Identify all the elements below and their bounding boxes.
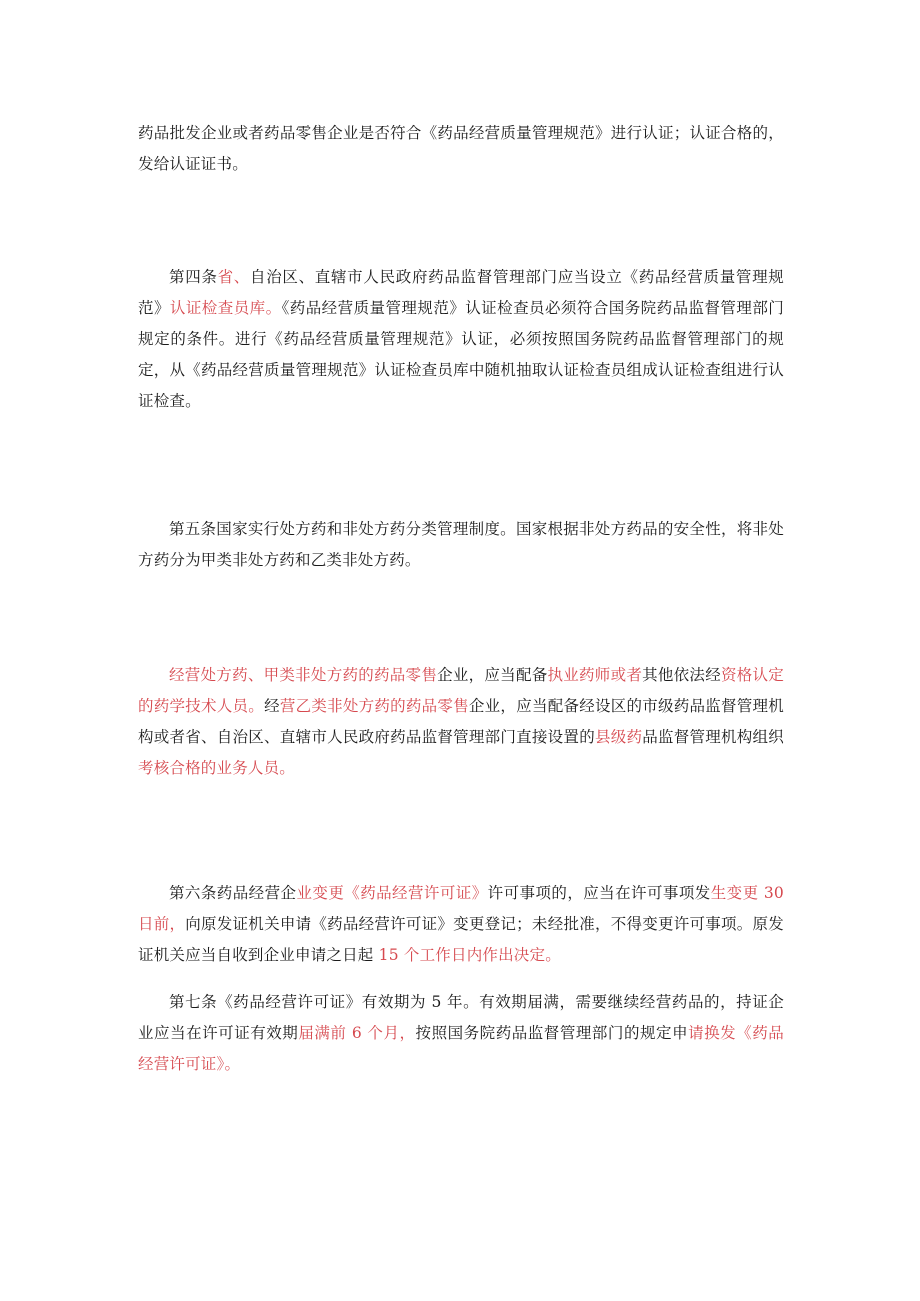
- body-text: 企业，应当配备经设区的市级药品监督管理机构或者省、自治区、直辖市人民政府药品监督管理部门直接设置的: [138, 697, 784, 746]
- paragraph-certification: [138, 118, 784, 180]
- highlighted-text: 届满前 6 个月，: [298, 1024, 416, 1042]
- body-text: 第七条《药品经营许可证》有效期为 5 年。有效期届满，需要继续经营药品的，持证企业应当在许可证有效期: [138, 993, 784, 1042]
- body-text: 品监督管理机构组织: [642, 728, 784, 746]
- body-text: 第四条: [169, 268, 218, 286]
- highlighted-text: 请换发《药品经营许可证》。: [138, 1024, 784, 1073]
- body-text: 其他依法经: [642, 666, 721, 684]
- paragraph-article-6: [138, 878, 784, 971]
- body-text: 第六条药品经营企: [169, 884, 297, 902]
- highlighted-text: 生变更 30 日前，: [138, 884, 784, 933]
- highlighted-text: 资格认定的药学技术人员。: [138, 666, 784, 715]
- highlighted-text: 营乙类非处方药的药品零售: [279, 697, 469, 715]
- body-text: 企业，应当配备: [437, 666, 548, 684]
- body-text: 自治区、直辖市人民政府药品监督管理部门应当设立《药品经营质量管理规范》: [138, 268, 784, 317]
- highlighted-text: 业变更《药品经营许可证》: [296, 884, 488, 902]
- body-text: 药品批发企业或者药品零售企业是否符合《药品经营质量管理规范》进行认证；认证合格的，发给认证证书。: [138, 124, 784, 173]
- highlighted-text: 认证检查员库。: [169, 299, 282, 317]
- body-text: 《药品经营质量管理规范》认证检查员必须符合国务院药品监督管理部门规定的条件。进行《药品经营质量管理规范》认证，必须按照国务院药品监督管理部门的规定，从《药品经营质量管理规范》认证检查员库中随机抽取认证检查员组成认证检查组进行认证检查。: [138, 299, 784, 410]
- highlighted-text: 15 个工作日内作出决定。: [378, 946, 561, 964]
- body-text: 许可事项的，应当在许可事项发: [487, 884, 711, 902]
- highlighted-text: 执业药师或者: [547, 666, 643, 684]
- body-text: 按照国务院药品监督管理部门的规定申: [415, 1024, 689, 1042]
- highlighted-text: 考核合格的业务人员。: [138, 759, 296, 777]
- paragraph-article-4: [138, 262, 784, 417]
- paragraph-retail-staffing: [138, 660, 784, 784]
- paragraph-article-5: [138, 514, 784, 576]
- body-text: 向原发证机关申请《药品经营许可证》变更登记；未经批准，不得变更许可事项。原发证机关应当自收到企业申请之日起: [138, 915, 784, 964]
- paragraph-article-7: [138, 987, 784, 1080]
- highlighted-text: 经营处方药、甲类非处方药的药品零售: [169, 666, 438, 684]
- highlighted-text: 县级药: [594, 728, 643, 746]
- highlighted-text: 省、: [217, 268, 250, 286]
- body-text: 第五条国家实行处方药和非处方药分类管理制度。国家根据非处方药品的安全性，将非处方药分为甲类非处方药和乙类非处方药。: [138, 520, 784, 569]
- body-text: 经: [264, 697, 280, 715]
